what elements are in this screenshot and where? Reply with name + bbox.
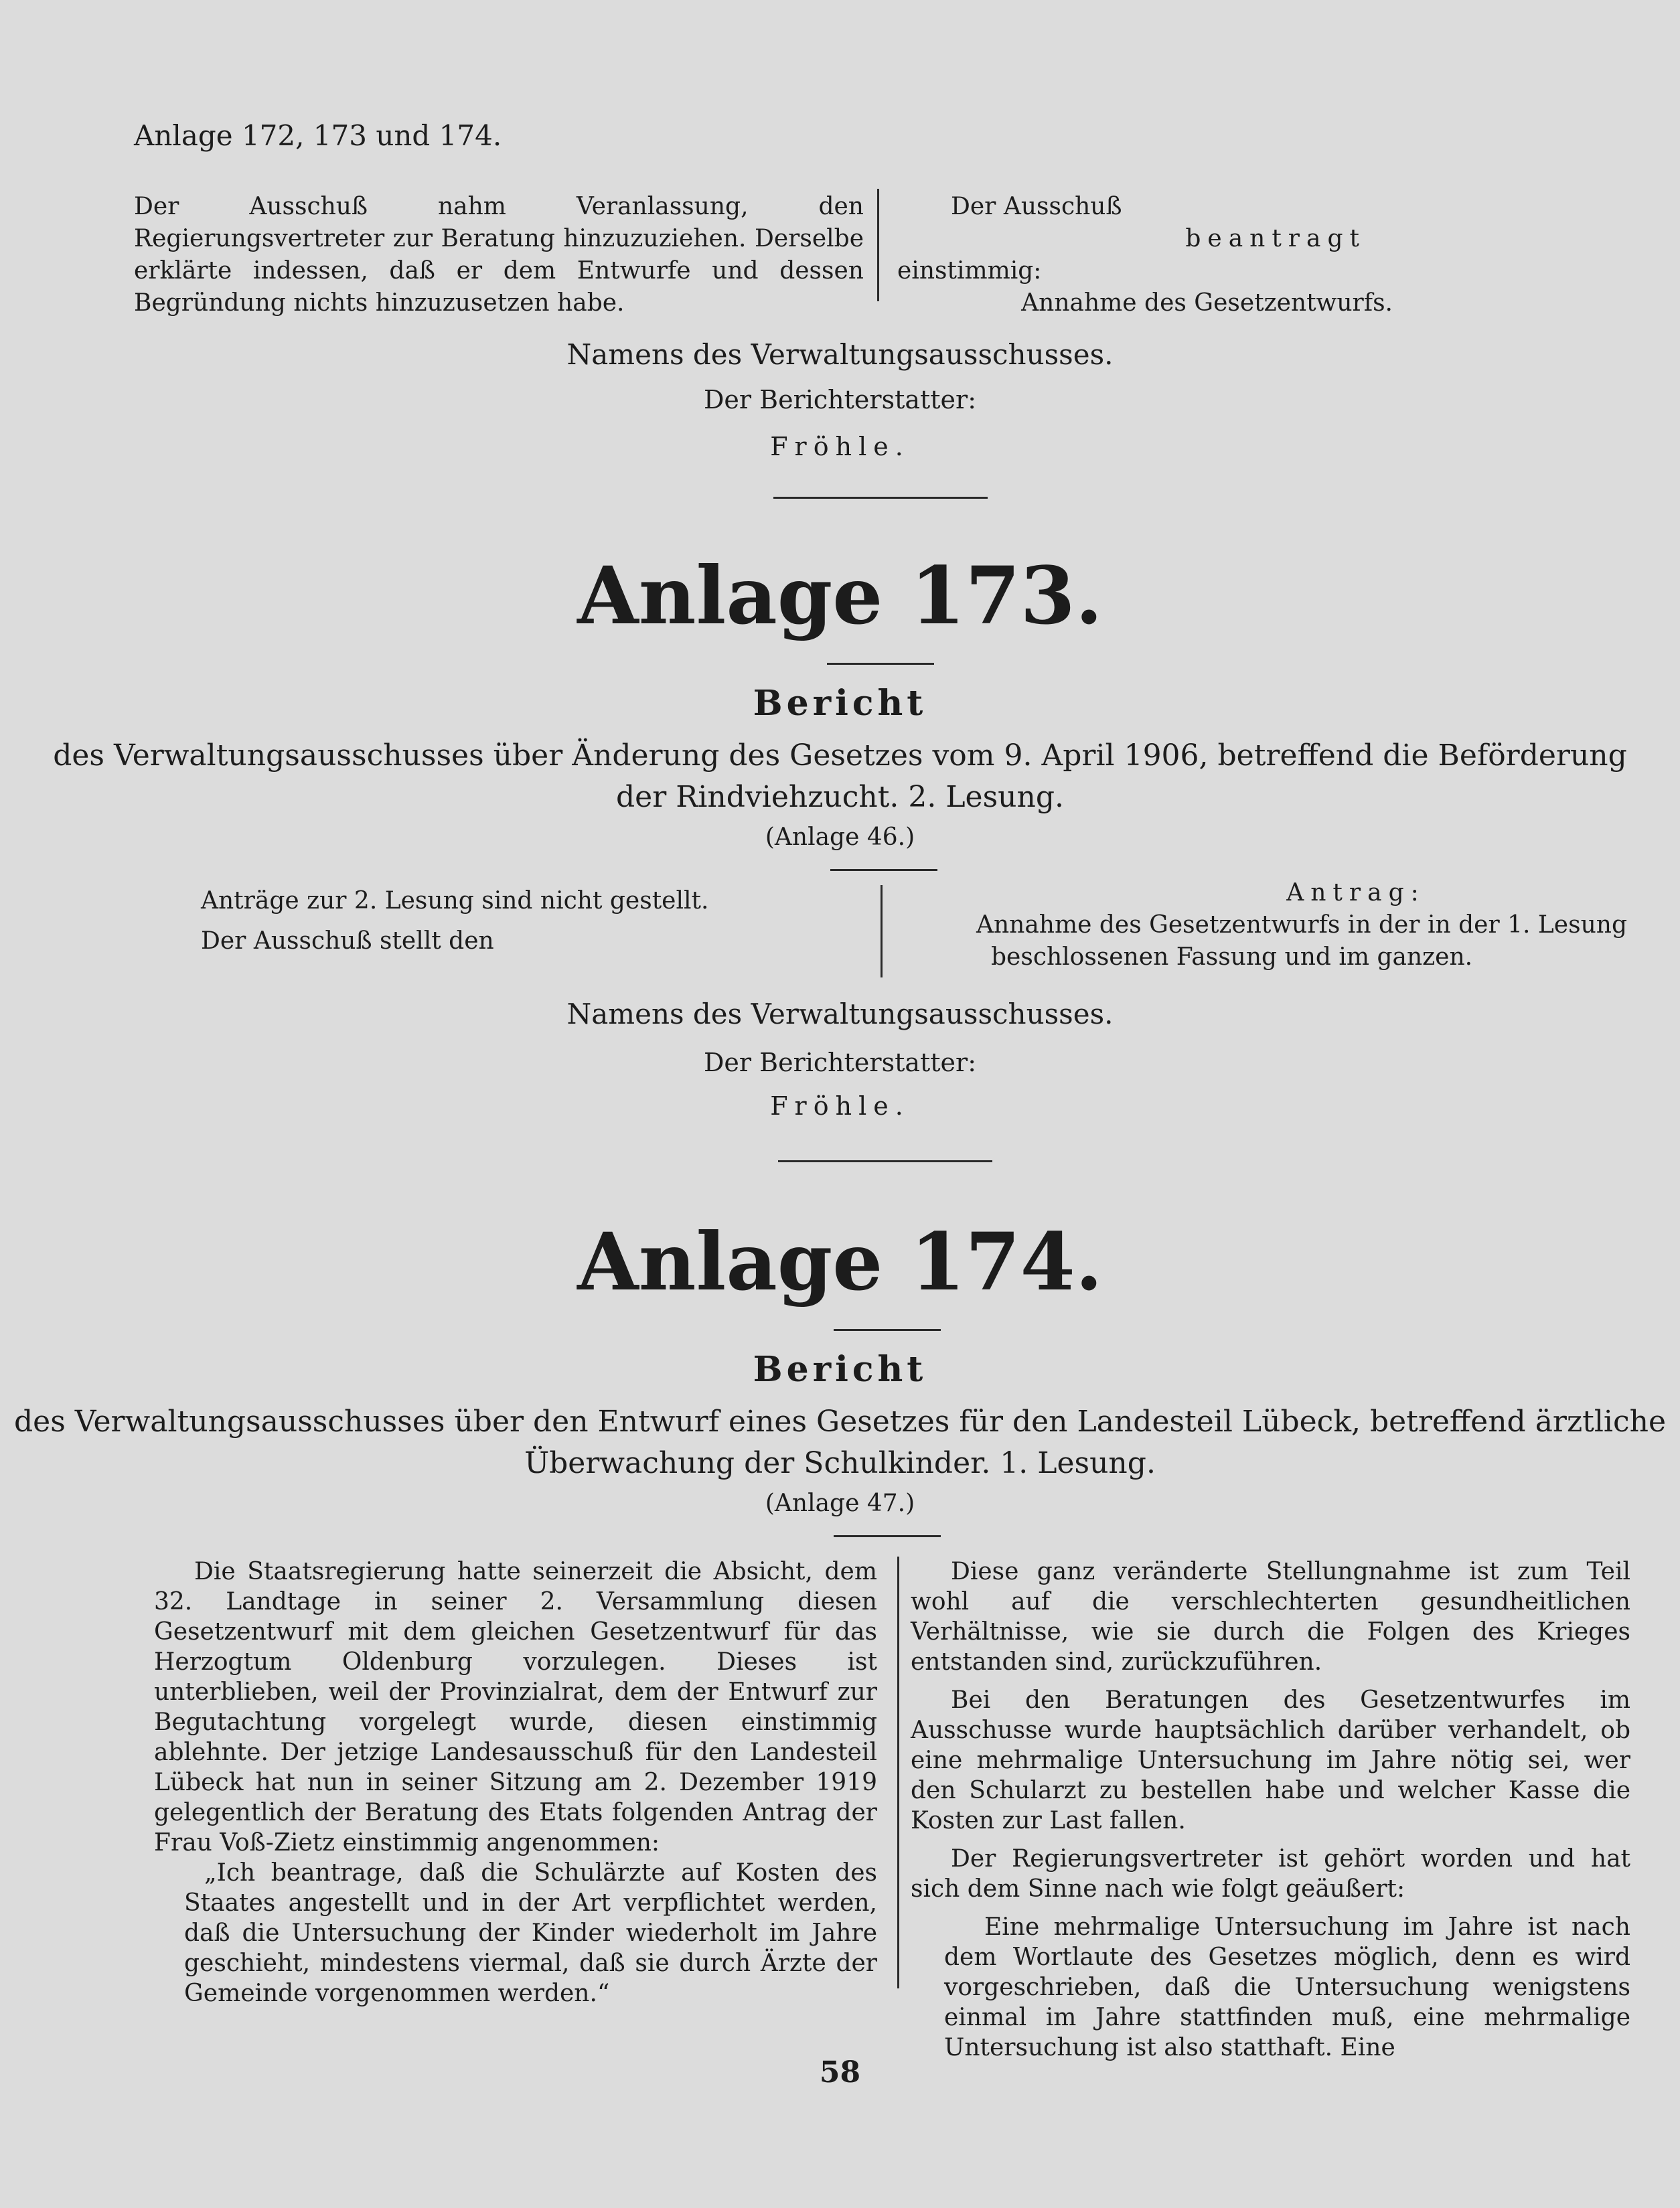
- sec174-right-paragraph-2: Bei den Beratungen des Gesetzentwurfes im Ausschusse wurde hauptsächlich darüber verhandelt, ob eine mehrmalige Untersuchung im Jahre nötig sei, wer den Schularzt zu bestellen habe und welcher Kasse die Kosten zur Last fallen.: [911, 1686, 1630, 1834]
- sec173-signature-committee: Namens des Verwaltungsausschusses.: [566, 998, 1114, 1030]
- sec172-signature-role: Der Berichterstatter:: [703, 385, 977, 414]
- sec173-right-line1: Antrag:: [1286, 879, 1426, 906]
- sec174-reference: (Anlage 47.): [765, 1490, 915, 1517]
- column-divider: [881, 885, 883, 977]
- sec174-right-column: [911, 1557, 1630, 2063]
- sec173-signature-role: Der Berichterstatter:: [703, 1048, 977, 1077]
- sec172-right-block: [897, 191, 1393, 319]
- sec172-left-paragraph: Der Ausschuß nahm Veranlassung, den Regierungsvertreter zur Beratung hinzuzuziehen. Derselbe erklärte indessen, daß er dem Entwurfe und dessen Begründung nichts hinzuzusetzen habe.: [134, 193, 864, 317]
- sec173-left-line1: Anträge zur 2. Lesung sind nicht gestellt.: [201, 887, 709, 915]
- sec174-title: Anlage 174.: [577, 1215, 1103, 1308]
- column-divider: [897, 1557, 899, 1988]
- title-rule: [834, 1329, 941, 1331]
- running-header: Anlage 172, 173 und 174.: [134, 119, 502, 152]
- sec172-right-line3: einstimmig:: [897, 257, 1042, 285]
- sec172-right-line4: Annahme des Gesetzentwurfs.: [1021, 289, 1393, 317]
- sec173-signature-name: Fröhle.: [770, 1091, 910, 1121]
- sec173-right-line3: beschlossenen Fassung und im ganzen.: [991, 943, 1473, 971]
- sec173-subtitle-line2: der Rindviehzucht. 2. Lesung.: [615, 780, 1065, 814]
- reference-rule: [830, 869, 937, 871]
- sec174-bericht-heading: Bericht: [753, 1349, 927, 1390]
- sec173-reference: (Anlage 46.): [765, 823, 915, 851]
- page-number: 58: [819, 2055, 861, 2089]
- sec174-subtitle-line1: des Verwaltungsausschusses über den Entwurf eines Gesetzes für den Landesteil Lübeck, betreffend ärztliche: [13, 1405, 1666, 1439]
- sec174-left-paragraph-1: Die Staatsregierung hatte seinerzeit die Absicht, dem 32. Landtage in seiner 2. Versammlung diesen Gesetzentwurf mit dem gleichen Gesetzentwurf für das Herzogtum Oldenburg vorzulegen. Dieses ist unterblieben, weil der Provinzialrat, dem der Entwurf zur Begutachtung vorgelegt wurde, diesen einstimmig ablehnte. Der jetzige Landesausschuß für den Landesteil Lübeck hat nun in seiner Sitzung am 2. Dezember 1919 gelegentlich der Beratung des Etats folgenden Antrag der Frau Voß-Zietz einstimmig angenommen:: [154, 1558, 877, 1857]
- section-separator: [773, 497, 988, 499]
- sec173-left-line2: Der Ausschuß stellt den: [201, 927, 494, 955]
- sec173-subtitle-line1: des Verwaltungsausschusses über Änderung des Gesetzes vom 9. April 1906, betreffend die Beförderung: [53, 738, 1627, 773]
- sec174-right-paragraph-3: Der Regierungsvertreter ist gehört worden und hat sich dem Sinne nach wie folgt geäußert:: [911, 1845, 1630, 1903]
- sec173-right-line2: Annahme des Gesetzentwurfs in der in der 1. Lesung: [976, 911, 1627, 939]
- sec174-left-paragraph-2: „Ich beantrage, daß die Schulärzte auf Kosten des Staates angestellt und in der Art verpflichtet werden, daß die Untersuchung der Kinder wiederholt im Jahre geschieht, mindestens viermal, daß sie durch Ärzte der Gemeinde vorgenommen werden.“: [184, 1859, 877, 2007]
- sec173-bericht-heading: Bericht: [753, 683, 927, 724]
- sec173-title: Anlage 173.: [577, 549, 1103, 642]
- sec172-signature-committee: Namens des Verwaltungsausschusses.: [566, 338, 1114, 371]
- sec174-right-paragraph-1: Diese ganz veränderte Stellungnahme ist zum Teil wohl auf die verschlechterten gesundheitlichen Verhältnisse, wie sie durch die Folgen des Krieges entstanden sind, zurückzuführen.: [911, 1558, 1630, 1676]
- sec174-subtitle-line2: Überwachung der Schulkinder. 1. Lesung.: [524, 1446, 1156, 1480]
- sec172-signature-name: Fröhle.: [770, 432, 910, 461]
- section-separator: [778, 1160, 992, 1162]
- title-rule: [827, 663, 934, 665]
- sec174-right-paragraph-4: Eine mehrmalige Untersuchung im Jahre ist nach dem Wortlaute des Gesetzes möglich, denn es wird vorgeschrieben, daß die Untersuchung wenigstens einmal im Jahre stattfinden muß, eine mehrmalige Untersuchung ist also statthaft. Eine: [944, 1913, 1630, 2061]
- sec172-right-line1: Der Ausschuß: [951, 193, 1122, 220]
- reference-rule: [834, 1535, 941, 1537]
- sec174-left-column: [154, 1557, 877, 2008]
- sec173-right-block: [897, 877, 1627, 973]
- sec172-right-line2: beantragt: [1185, 225, 1366, 252]
- column-divider: [877, 189, 879, 301]
- sec173-left-block: [201, 885, 870, 957]
